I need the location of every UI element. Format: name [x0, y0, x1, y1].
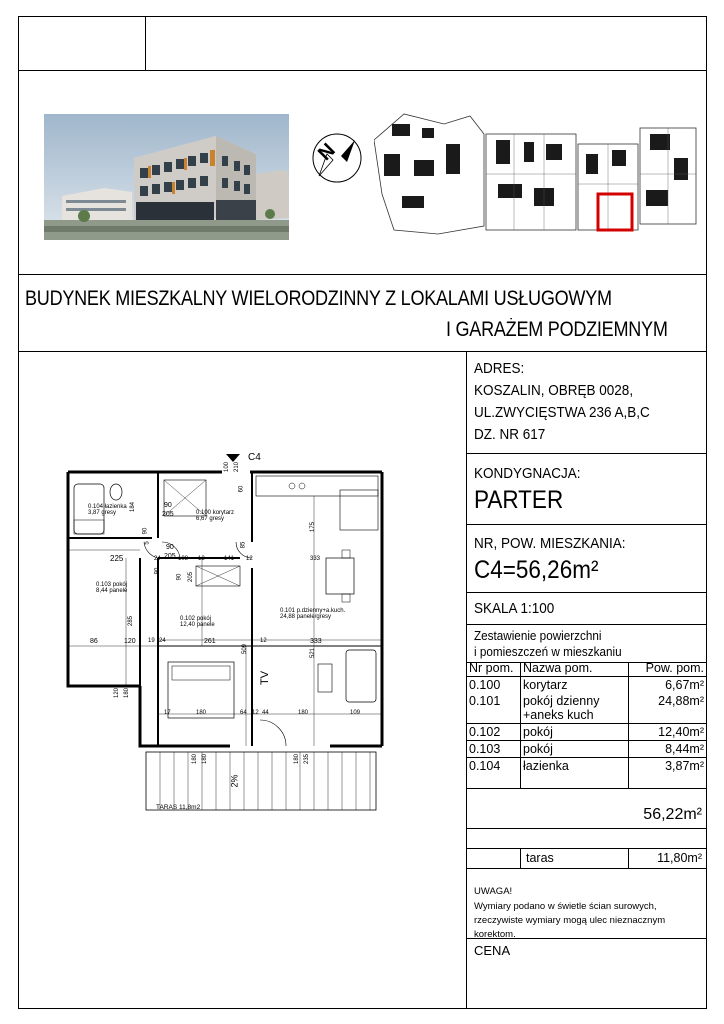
room-label-100	[196, 510, 234, 522]
note-line-2: rzeczywiste wymiary mogą ulec nieznacznym	[474, 915, 666, 926]
dim-label: 180	[192, 753, 199, 765]
scale-bottom-line	[466, 624, 707, 625]
dim-label: 12	[260, 638, 267, 644]
dim-label: 44	[262, 710, 269, 716]
dim-label: 19	[148, 638, 155, 644]
tv-label: TV	[259, 670, 272, 686]
room-area: 3,87m²	[665, 759, 704, 773]
table-row	[466, 693, 707, 724]
summary-heading-1: Zestawienie powierzchni	[474, 628, 602, 643]
dim-label: 5	[144, 541, 151, 545]
table-row	[466, 677, 707, 694]
dim-label: 225	[110, 554, 124, 563]
rooms-table-header	[466, 660, 707, 677]
dim-label: 24	[154, 556, 161, 562]
room-name	[520, 693, 628, 724]
room-nr: 0.101	[469, 694, 501, 708]
room-area: 24,88m²	[658, 694, 704, 708]
room-label-nr: 0.101	[280, 608, 296, 614]
note-line-1: Wymiary podano w świetle ścian surowych,	[474, 901, 657, 912]
room-label-area: 6,67	[196, 516, 208, 522]
title-bottom-line	[18, 351, 707, 352]
col-divider-terrace-1	[520, 848, 521, 868]
summary-heading-2: i pomieszczeń w mieszkaniu	[474, 644, 622, 659]
dim-label: 24	[159, 638, 166, 644]
table-row	[466, 724, 707, 741]
room-label-104	[88, 504, 127, 516]
table-row	[466, 758, 707, 775]
dim-label: 109	[350, 710, 361, 716]
room-label-name: łazienka	[104, 504, 127, 510]
room-name: łazienka	[523, 759, 569, 773]
site-plan-drawing	[374, 104, 698, 240]
room-label-name: pokój	[196, 616, 212, 622]
compass-letter: N	[313, 139, 340, 166]
dim-label: 90	[176, 573, 183, 581]
room-name-line-2: +aneks kuch	[523, 708, 594, 722]
dim-label: 60	[238, 485, 245, 493]
room-label-finish: panele	[109, 588, 128, 594]
room-name: korytarz	[523, 678, 568, 692]
room-nr: 0.100	[469, 678, 501, 692]
dim-label: 12	[246, 556, 253, 562]
dim-label: 205	[162, 511, 174, 518]
total-line	[466, 828, 707, 829]
apartment-label: NR, POW. MIESZKANIA:	[474, 535, 626, 552]
dim-label: 509	[242, 643, 249, 655]
terrace-bottom-line	[466, 868, 707, 869]
room-label-name: pokój	[112, 582, 128, 588]
note-line-3: korektom.	[474, 929, 516, 940]
room-label-nr: 0.103	[96, 582, 112, 588]
room-label-name: korytarz	[212, 510, 235, 516]
rooms-table	[466, 660, 707, 774]
address-line-1: KOSZALIN, OBRĘB 0028,	[474, 382, 634, 399]
dim-label: 90	[164, 502, 172, 509]
room-area: 6,67m²	[665, 678, 704, 692]
dim-label: 205	[188, 571, 195, 583]
image-bottom-line	[18, 274, 707, 275]
apartment-value: C4=56,26m²	[474, 556, 599, 584]
room-label-name: p.dzienny+a.kuch.	[296, 608, 346, 614]
header-divider	[145, 16, 146, 70]
dim-label: 100	[224, 461, 231, 473]
room-nr: 0.104	[469, 759, 501, 773]
dim-label: 180	[294, 753, 301, 765]
col-divider-terrace-2	[628, 848, 629, 868]
dim-label: 108	[178, 556, 189, 562]
dim-label: 64	[240, 710, 247, 716]
room-label-101	[280, 608, 345, 620]
title-line-2: I GARAŻEM PODZIEMNYM	[446, 318, 668, 341]
dim-label: 180	[124, 687, 131, 699]
floor-plan	[60, 450, 390, 830]
dim-label: 180	[202, 753, 209, 765]
room-name: pokój	[523, 725, 553, 739]
dim-label: 175	[310, 521, 317, 533]
room-label-finish: gresy	[101, 510, 117, 516]
floor-bottom-line	[466, 524, 707, 525]
dim-label: 85	[240, 541, 247, 549]
dim-label: 285	[128, 615, 135, 627]
summary-bottom-line	[466, 788, 707, 789]
terrace-label: taras	[526, 851, 554, 865]
apartment-bottom-line	[466, 592, 707, 593]
building-render-image	[44, 114, 289, 240]
room-label-finish: gresy	[209, 516, 225, 522]
dim-label: 12	[252, 710, 259, 716]
dim-label: 86	[90, 638, 98, 645]
dim-label: 521	[310, 647, 317, 659]
address-label: ADRES:	[474, 360, 525, 377]
room-label-area: 24,88	[280, 614, 296, 620]
dim-label: 333	[310, 638, 322, 645]
address-line-3: DZ. NR 617	[474, 426, 546, 443]
unit-label: C4	[248, 452, 261, 463]
terrace-top-line	[466, 848, 707, 849]
dim-label: 90	[142, 527, 149, 535]
room-label-102	[180, 616, 215, 628]
room-name-line-1: pokój dzienny	[523, 694, 600, 708]
north-compass	[303, 128, 373, 190]
col-nr-header: Nr pom.	[469, 661, 514, 675]
dim-label: 210	[234, 461, 241, 473]
room-label-finish: panele	[196, 622, 215, 628]
dim-label: 120	[114, 687, 121, 699]
dim-label: 120	[124, 638, 136, 645]
dim-label: 333	[310, 556, 321, 562]
header-bottom-line	[18, 70, 707, 71]
dim-label: 180	[298, 710, 309, 716]
slope-label: 2%	[229, 774, 240, 788]
room-label-nr: 0.104	[88, 504, 104, 510]
title-line-1: BUDYNEK MIESZKALNY WIELORODZINNY Z LOKALAMI USŁUGOWYM	[25, 287, 612, 310]
price-label: CENA	[474, 943, 511, 958]
dim-label: 184	[130, 501, 137, 513]
total-area: 56,22m²	[643, 806, 702, 823]
scale-label: SKALA 1:100	[474, 600, 555, 617]
room-label-area: 8,44	[96, 588, 108, 594]
dim-label: 205	[164, 553, 176, 560]
dim-label: 141	[224, 556, 235, 562]
col-name-header: Nazwa pom.	[523, 661, 593, 675]
room-nr: 0.103	[469, 742, 501, 756]
room-label-nr: 0.102	[180, 616, 196, 622]
floor-value: PARTER	[474, 486, 564, 514]
dim-label: 261	[204, 638, 216, 645]
terrace-area: 11,80m²	[657, 851, 702, 865]
entrance-marker	[226, 454, 240, 462]
address-bottom-line	[466, 453, 707, 454]
room-label-area: 12,40	[180, 622, 196, 628]
floor-label: KONDYGNACJA:	[474, 465, 581, 482]
room-label-area: 3,87	[88, 510, 100, 516]
dim-label: 180	[196, 710, 207, 716]
room-label-finish: panele/gresy	[296, 614, 332, 620]
address-line-2: UL.ZWYCIĘSTWA 236 A,B,C	[474, 404, 650, 421]
dim-label: 12	[198, 556, 205, 562]
table-row	[466, 741, 707, 758]
room-area: 8,44m²	[665, 742, 704, 756]
dim-label: 235	[304, 753, 311, 765]
terrace-area-label: TARAS 11,8m2	[156, 804, 201, 811]
room-label-103	[96, 582, 127, 594]
col-area-header: Pow. pom.	[645, 661, 704, 675]
room-nr: 0.102	[469, 725, 501, 739]
room-label-nr: 0.100	[196, 510, 212, 516]
dim-label: 90	[166, 544, 174, 551]
dim-label: 17	[164, 710, 171, 716]
room-area: 12,40m²	[658, 725, 704, 739]
dim-label: 90	[154, 567, 161, 575]
note-label: UWAGA!	[474, 886, 513, 897]
room-name: pokój	[523, 742, 553, 756]
